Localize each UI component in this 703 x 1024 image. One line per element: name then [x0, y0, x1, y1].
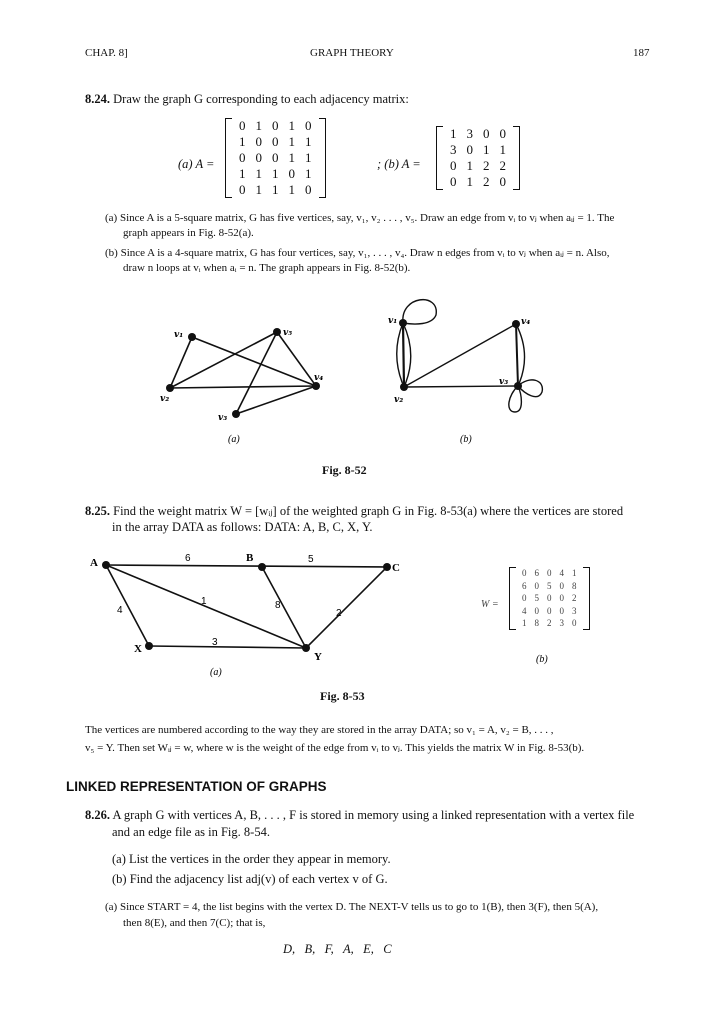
weight-BY: 8: [275, 600, 281, 611]
matrix-cell: 0: [559, 580, 564, 591]
matrix-row: [518, 605, 581, 618]
matrix-cell: 3: [466, 126, 473, 141]
matrix-cell: 1: [483, 142, 490, 157]
matrix-cell: 8: [534, 618, 539, 628]
matrix-cell: 1: [255, 182, 262, 197]
question-a: (a) List the vertices in the order they appear in memory.: [112, 852, 391, 866]
weight-CY: 2: [336, 608, 342, 619]
vertex-b-v4: [512, 320, 520, 328]
vertex-v1: [188, 333, 196, 341]
matrix-row: [518, 580, 581, 593]
solution-line1: The vertices are numbered according to the way they are stored in the array DATA; so v₁ = A, v₂ = B, . . . ,: [85, 724, 554, 736]
matrix-cell: 1: [288, 118, 295, 133]
matrix-cell: 0: [547, 568, 552, 578]
matrix-cell: 0: [483, 126, 490, 141]
matrix-a-label: (a) A =: [178, 157, 215, 171]
weight-BC: 5: [308, 554, 314, 565]
caption-a: (a): [228, 434, 240, 445]
matrix-cell: 2: [572, 593, 577, 603]
matrix-row: [518, 592, 581, 605]
matrix-cell: 0: [239, 118, 246, 133]
matrix-cell: 0: [559, 593, 564, 603]
matrix-cell: 0: [272, 150, 279, 165]
matrix-cell: 3: [559, 618, 564, 628]
problem-text-line1: A graph G with vertices A, B, . . . , F is stored in memory using a linked representation with a vertex file: [112, 808, 635, 822]
vertex-b-v1: [399, 319, 407, 327]
vertex-v5: [273, 328, 281, 336]
matrix-cell: 0: [305, 182, 312, 197]
matrix-cell: 2: [483, 158, 490, 173]
matrix-cell: 0: [559, 605, 564, 616]
matrix-cell: 0: [305, 118, 312, 133]
matrix-cell: 1: [466, 158, 473, 173]
caption-b: (b): [460, 434, 472, 445]
matrix-cell: 0: [499, 174, 506, 189]
label-b-v2: v₂: [394, 395, 404, 405]
matrix-cell: 1: [272, 166, 279, 181]
vertex-order: D, B, F, A, E, C: [283, 942, 392, 956]
matrix-cell: 0: [522, 568, 527, 578]
matrix-cell: 6: [534, 568, 539, 578]
weight-AY: 1: [201, 596, 207, 607]
vertex-Y: [302, 644, 310, 652]
matrix-cell: 4: [522, 605, 527, 616]
matrix-cell: 5: [534, 593, 539, 603]
label-v2: v₂: [160, 394, 170, 404]
matrix-b-label: ; (b) A =: [377, 157, 421, 171]
label-C: C: [392, 562, 400, 574]
matrix-cell: 1: [450, 126, 457, 141]
matrix-cell: 1: [572, 568, 577, 578]
question-b: (b) Find the adjacency list adj(v) of each vertex v of G.: [112, 872, 388, 886]
figure-caption-8-53: Fig. 8-53: [320, 689, 365, 703]
matrix-cell: 0: [534, 605, 539, 616]
vertex-b-v2: [400, 383, 408, 391]
section-heading: LINKED REPRESENTATION OF GRAPHS: [66, 779, 327, 794]
solution-b-line2: draw n loops at vᵢ when aᵢ = n. The graph appears in Fig. 8-52(b).: [123, 262, 411, 274]
matrix-cell: 1: [288, 150, 295, 165]
vertex-C: [383, 563, 391, 571]
solution-a-line2: graph appears in Fig. 8-52(a).: [123, 227, 254, 239]
matrix-cell: 1: [305, 134, 312, 149]
label-v1: v₁: [174, 330, 184, 340]
matrix-cell: 0: [522, 593, 527, 603]
label-X: X: [134, 643, 142, 655]
matrix-cell: 8: [572, 580, 577, 591]
page-number: 187: [633, 47, 650, 59]
caption-53b: (b): [536, 654, 548, 665]
vertex-b-v3: [514, 382, 522, 390]
matrix-cell: 0: [272, 134, 279, 149]
matrix-cell: 1: [255, 118, 262, 133]
problem-number: 8.26.: [85, 808, 110, 822]
solution-line2: then 8(E), and then 7(C); that is,: [123, 917, 266, 929]
matrix-cell: 0: [239, 182, 246, 197]
vertex-B: [258, 563, 266, 571]
matrix-cell: 0: [239, 150, 246, 165]
label-b-v4: v₄: [521, 317, 531, 327]
matrix-cell: 0: [288, 166, 295, 181]
matrix-cell: 2: [547, 618, 552, 628]
matrix-cell: 1: [288, 134, 295, 149]
vertex-X: [145, 642, 153, 650]
label-B: B: [246, 552, 254, 564]
solution-a-line1: (a) Since A is a 5-square matrix, G has five vertices, say, v₁, v₂ . . . , v₅. Draw an edge from vᵢ to vⱼ when aᵢⱼ = 1. The: [105, 212, 615, 224]
problem-text-line1: Find the weight matrix W = [wᵢⱼ] of the weighted graph G in Fig. 8-53(a) where the vertices are stored: [113, 504, 624, 518]
vertex-A: [102, 561, 110, 569]
weight-XY: 3: [212, 637, 218, 648]
label-b-v3: v₃: [499, 377, 509, 387]
problem-text-line2: in the array DATA as follows: DATA: A, B, C, X, Y.: [112, 520, 373, 534]
matrix-cell: 1: [239, 134, 246, 149]
matrix-cell: 2: [499, 158, 506, 173]
problem-number: 8.24.: [85, 92, 110, 106]
matrix-cell: 0: [534, 580, 539, 591]
matrix-cell: 0: [272, 118, 279, 133]
matrix-cell: 0: [572, 618, 577, 628]
matrix-cell: 0: [466, 142, 473, 157]
matrix-cell: 1: [466, 174, 473, 189]
label-A: A: [90, 557, 98, 569]
matrix-cell: 4: [559, 568, 564, 578]
matrix-cell: 1: [522, 618, 527, 628]
matrix-cell: 2: [483, 174, 490, 189]
matrix-cell: 0: [547, 605, 552, 616]
problem-number: 8.25.: [85, 504, 110, 518]
matrix-cell: 0: [499, 126, 506, 141]
matrix-cell: 1: [288, 182, 295, 197]
problem-text: Draw the graph G corresponding to each adjacency matrix:: [113, 92, 409, 106]
matrix-cell: 1: [239, 166, 246, 181]
weight-matrix-label: W =: [481, 599, 499, 610]
running-title: GRAPH THEORY: [310, 47, 394, 59]
solution-b-line1: (b) Since A is a 4-square matrix, G has four vertices, say, v₁, . . . , v₄. Draw n edges from vᵢ to vⱼ when aᵢⱼ = n. Also,: [105, 247, 610, 259]
matrix-cell: 3: [450, 142, 457, 157]
weighted-graph-8-53a: [106, 565, 387, 648]
solution-line2: v₅ = Y. Then set Wᵢⱼ = w, where w is the weight of the edge from vᵢ to vⱼ. This yields the matrix W in Fig. 8-53(b).: [85, 742, 585, 754]
vertex-v4: [312, 382, 320, 390]
matrix-cell: 0: [547, 593, 552, 603]
caption-53a: (a): [210, 667, 222, 678]
label-v5: v₅: [283, 328, 293, 338]
matrix-cell: 0: [255, 134, 262, 149]
chapter-label: CHAP. 8]: [85, 47, 128, 59]
matrix-cell: 0: [450, 174, 457, 189]
matrix-cell: 1: [305, 150, 312, 165]
matrix-cell: 1: [272, 182, 279, 197]
label-v3: v₃: [218, 413, 228, 423]
weight-AX: 4: [117, 605, 123, 616]
weight-matrix: [509, 567, 590, 630]
solution-line1: (a) Since START = 4, the list begins with the vertex D. The NEXT-V tells us to go to 1(B), then 3(F), then 5(A),: [105, 901, 599, 913]
matrix-cell: 6: [522, 580, 527, 591]
matrix-cell: 5: [547, 580, 552, 591]
vertex-v3: [232, 410, 240, 418]
label-b-v1: v₁: [388, 316, 398, 326]
matrix-row: [518, 617, 581, 630]
label-Y: Y: [314, 651, 322, 663]
graph-8-52a: [170, 332, 316, 414]
matrix-cell: 1: [499, 142, 506, 157]
vertex-v2: [166, 384, 174, 392]
matrix-cell: 3: [572, 605, 577, 616]
weight-AB: 6: [185, 553, 191, 564]
problem-text-line2: and an edge file as in Fig. 8-54.: [112, 825, 270, 839]
label-v4: v₄: [314, 373, 324, 383]
matrix-cell: 0: [255, 150, 262, 165]
matrix-cell: 1: [255, 166, 262, 181]
matrix-row: [518, 567, 581, 580]
figure-caption-8-52: Fig. 8-52: [322, 463, 367, 477]
matrix-cell: 0: [450, 158, 457, 173]
matrix-cell: 1: [305, 166, 312, 181]
